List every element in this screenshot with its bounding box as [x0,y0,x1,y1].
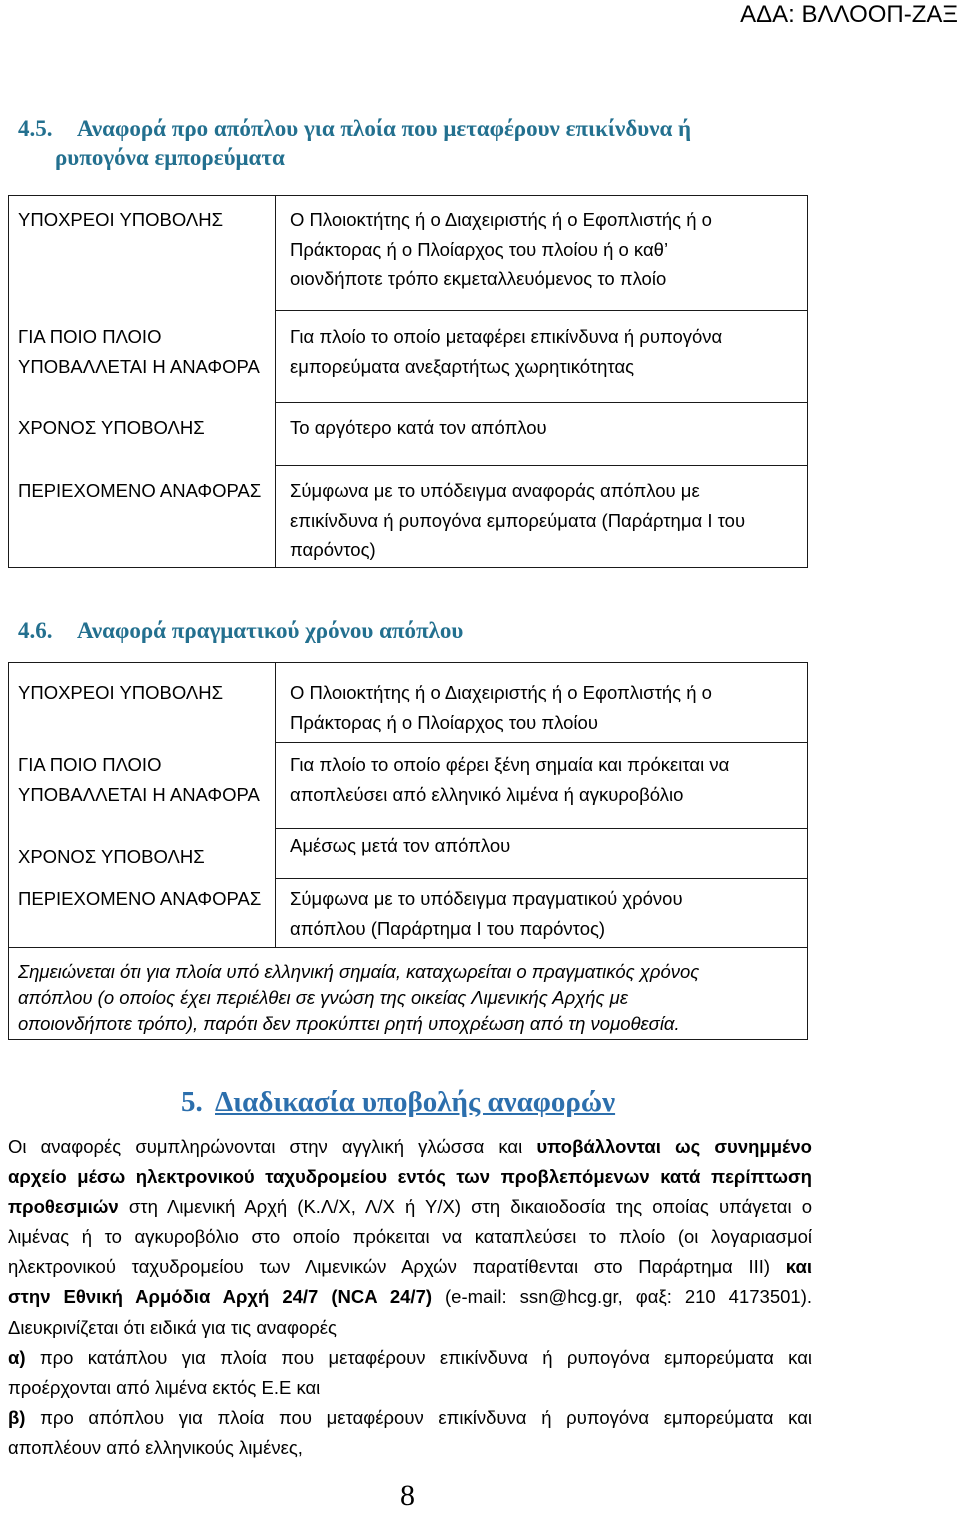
row-value-submission-time [290,413,547,443]
bold-text-segment: υποβάλλονται ως συνημμένο [536,1136,812,1157]
text-segment: ηλεκτρονικού ταχυδρομείου των Λιμενικών Αρχών παρατίθενται στο Παράρτημα ΙΙΙ) [8,1256,771,1278]
row-label-which-ship [18,750,260,809]
row-value-which-ship [290,322,722,381]
row-label-obligated-parties [18,678,223,708]
table-row-divider [275,878,807,879]
section-4-5-number: 4.5. [18,116,53,141]
paragraph-line [8,1192,812,1222]
label-line: ΥΠΟΧΡΕΟΙ ΥΠΟΒΟΛΗΣ [18,682,224,703]
row-value-report-content [290,884,683,943]
list-item-a-line [8,1373,812,1403]
label-line: ΥΠΟΒΑΛΛΕΤΑΙ Η ΑΝΑΦΟΡΑ [18,783,260,805]
bold-text-segment: και [785,1256,813,1278]
value-line: αποπλεύσει από ελληνικό λιμένα ή αγκυροβόλιο [290,783,684,805]
table-column-divider [275,663,276,947]
label-line: ΠΕΡΙΕΧΟΜΕΝΟ ΑΝΑΦΟΡΑΣ [18,888,262,909]
text-segment: στη Λιμενική Αρχή (Κ.Λ/Χ, Λ/Χ ή Υ/Χ) στη δικαιοδοσία της οποίας υπάγεται ο [128,1196,813,1218]
table-section-4-5 [8,195,808,568]
paragraph-line [8,1313,812,1343]
row-label-report-content [18,884,261,914]
row-value-report-content [290,476,745,565]
label-line: ΥΠΟΧΡΕΟΙ ΥΠΟΒΟΛΗΣ [18,209,224,230]
table-row-divider [275,465,807,466]
table-column-divider [275,196,276,567]
list-marker: α) [8,1346,26,1368]
text-segment: Διευκρινίζεται ότι ειδικά για τις αναφορές [8,1316,337,1338]
row-value-obligated-parties [290,205,712,294]
bold-text-segment: προθεσμιών [8,1196,119,1218]
text-segment: προ κατάπλου για πλοία που μεταφέρουν επικίνδυνα ή ρυπογόνα εμπορεύματα και [39,1346,812,1368]
row-value-obligated-parties [290,678,712,737]
row-value-which-ship [290,750,729,809]
note-line: απόπλου (ο οποίος έχει περιέλθει σε γνώση της οικείας Λιμενικής Αρχής με [18,987,628,1008]
text-segment: λιμένας ή το αγκυροβόλιο στο οποίο πρόκειται να καταπλεύσει το πλοίο (οι λογαριασμοί [8,1226,812,1248]
value-line: Ο Πλοιοκτήτης ή ο Διαχειριστής ή ο Εφοπλιστής ή ο [290,209,712,230]
label-line: ΧΡΟΝΟΣ ΥΠΟΒΟΛΗΣ [18,846,205,867]
text-segment: προ απόπλου για πλοία που μεταφέρουν επικίνδυνα ή ρυπογόνα εμπορεύματα και [40,1406,812,1428]
table-row-divider [275,310,807,311]
value-line: Ο Πλοιοκτήτης ή ο Διαχειριστής ή ο Εφοπλιστής ή ο [290,682,712,703]
text-segment: Οι αναφορές συμπληρώνονται στην αγγλική γλώσσα και [8,1136,523,1157]
value-line: Σύμφωνα με το υπόδειγμα αναφοράς απόπλου με [290,480,700,501]
row-label-report-content [18,476,261,506]
section-5-number: 5. [181,1086,203,1118]
value-line: Αμέσως μετά τον απόπλου [290,835,511,856]
list-marker: β) [8,1406,26,1428]
section-4-6-title: Αναφορά πραγματικού χρόνου απόπλου [77,618,464,643]
section-4-5-title-line: ρυπογόνα εμπορεύματα [55,145,285,170]
value-line: παρόντος) [290,539,376,560]
label-line: ΥΠΟΒΑΛΛΕΤΑΙ Η ΑΝΑΦΟΡΑ [18,355,260,377]
value-line: Για πλοίο το οποίο μεταφέρει επικίνδυνα ή ρυπογόνα [290,326,723,347]
list-item-a-line [8,1343,812,1373]
text-segment: προέρχονται από λιμένα εκτός Ε.Ε και [8,1376,321,1398]
value-line: Το αργότερο κατά τον απόπλου [290,417,547,438]
value-line: Πράκτορας ή ο Πλοίαρχος του πλοίου ή ο καθ’ [290,238,669,260]
row-label-submission-time [18,413,205,443]
paragraph-line [8,1252,812,1282]
text-segment: αποπλέουν από ελληνικούς λιμένες, [8,1436,303,1458]
row-label-submission-time [18,842,205,872]
value-line: οιονδήποτε τρόπο εκμεταλλευόμενος το πλοίο [290,268,667,289]
row-value-submission-time [290,831,510,861]
paragraph-line [8,1162,812,1192]
paragraph-line [8,1282,812,1312]
note-line: οποιονδήποτε τρόπο), παρότι δεν προκύπτει ρητή υποχρέωση από τη νομοθεσία. [18,1013,680,1034]
label-line: ΧΡΟΝΟΣ ΥΠΟΒΟΛΗΣ [18,417,205,438]
value-line: εμπορεύματα ανεξαρτήτως χωρητικότητας [290,355,635,377]
section-5-body [8,1132,812,1463]
section-5-title: Διαδικασία υποβολής αναφορών [215,1086,616,1118]
label-line: ΠΕΡΙΕΧΟΜΕΝΟ ΑΝΑΦΟΡΑΣ [18,480,262,501]
page-number: 8 [400,1479,415,1512]
table-note-divider [9,947,807,948]
value-line: Πράκτορας ή ο Πλοίαρχος του πλοίου [290,711,598,733]
section-4-5-title-line: Αναφορά προ απόπλου για πλοία που μεταφέρουν επικίνδυνα ή [77,116,692,141]
paragraph-line [8,1222,812,1252]
table-row-divider [275,742,807,743]
section-4-6-number: 4.6. [18,618,53,643]
list-item-b-line [8,1403,812,1433]
document-ada-code: ΑΔΑ: ΒΛΛΟΟΠ-ΖΑΞ [740,1,958,28]
note-line: Σημειώνεται ότι για πλοία υπό ελληνική σημαία, καταχωρείται ο πραγματικός χρόνος [18,961,700,982]
row-label-which-ship [18,322,260,381]
label-line: ΓΙΑ ΠΟΙΟ ΠΛΟΙΟ [18,326,162,347]
bold-text-segment: αρχείο μέσω ηλεκτρονικού ταχυδρομείου εντός των προβλεπόμενων κατά περίπτωση [8,1166,812,1188]
bold-text-segment: στην Εθνική Αρμόδια Αρχή 24/7 (NCA 24/7) [8,1286,433,1308]
value-line: απόπλου (Παράρτημα Ι του παρόντος) [290,917,606,939]
paragraph-line [8,1132,812,1162]
value-line: Για πλοίο το οποίο φέρει ξένη σημαία και πρόκειται να [290,754,730,775]
table-section-4-6 [8,662,808,1040]
list-item-b-line [8,1433,812,1463]
value-line: επικίνδυνα ή ρυπογόνα εμπορεύματα (Παράρτημα Ι του [290,509,746,531]
row-label-obligated-parties [18,205,223,235]
table-note [18,959,699,1037]
label-line: ΓΙΑ ΠΟΙΟ ΠΛΟΙΟ [18,754,162,775]
table-row-divider [275,828,807,829]
table-row-divider [275,402,807,403]
value-line: Σύμφωνα με το υπόδειγμα πραγματικού χρόνου [290,888,683,909]
text-segment: (e-mail: ssn@hcg.gr, φαξ: 210 4173501). [445,1286,813,1308]
